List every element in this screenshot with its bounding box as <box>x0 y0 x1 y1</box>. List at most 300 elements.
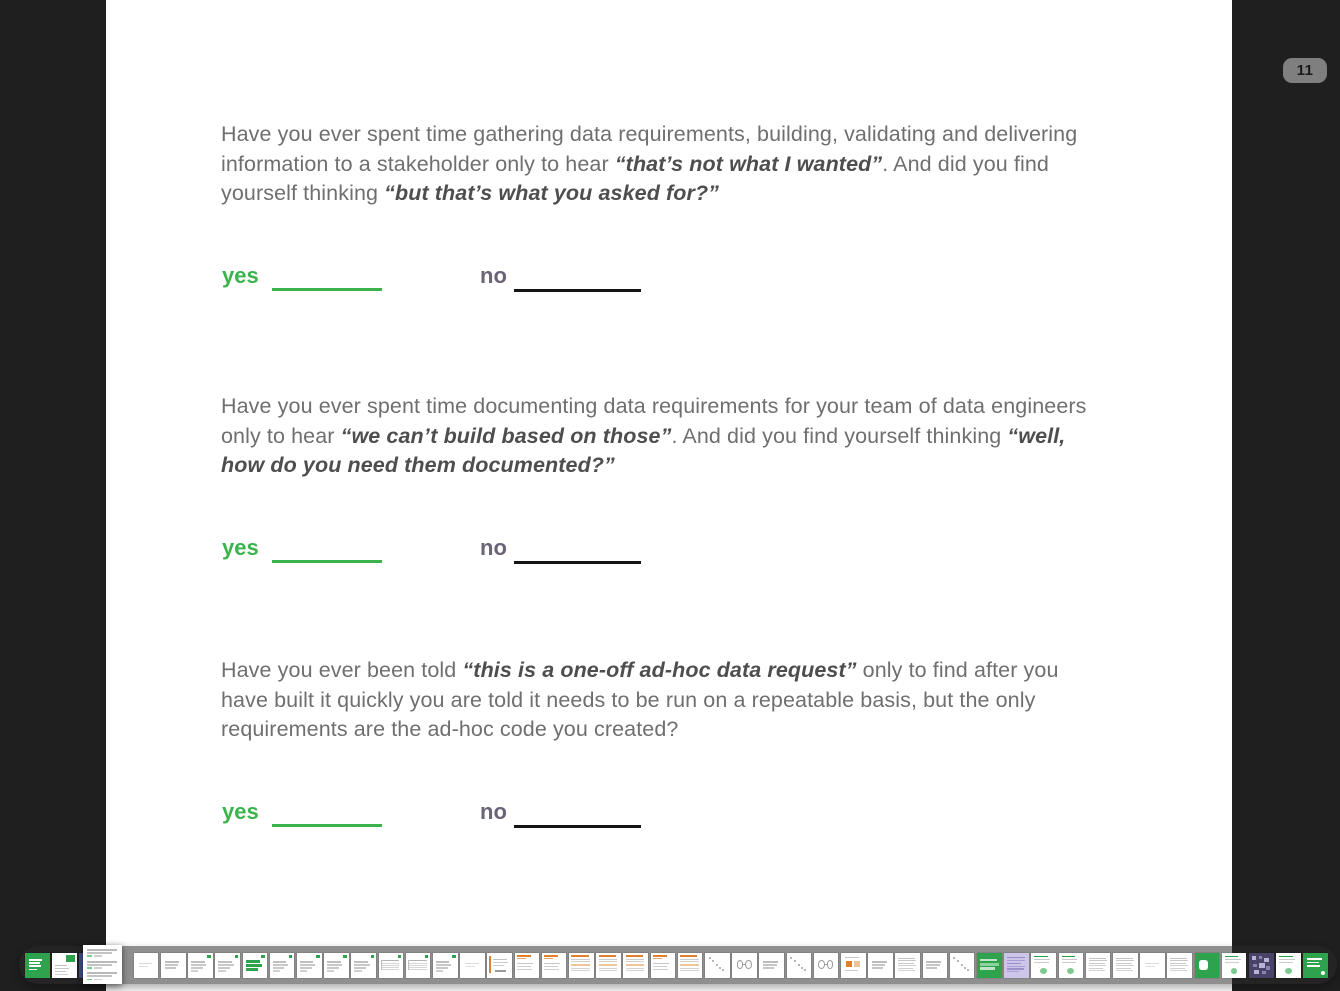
thumbnail-content-mark <box>798 964 800 966</box>
thumbnail-content-mark <box>544 966 557 967</box>
thumbnail-content-mark <box>571 961 589 962</box>
thumbnail-content-mark <box>854 961 860 967</box>
page-thumbnail[interactable] <box>1113 953 1138 978</box>
thumbnail-content-mark <box>1170 958 1187 959</box>
thumbnail-content-mark <box>381 960 399 961</box>
thumbnail-content-mark <box>191 970 198 971</box>
thumbnail-content-mark <box>1007 971 1019 972</box>
thumbnail-content-mark <box>680 970 698 971</box>
thumbnail-content-mark <box>408 960 409 970</box>
yes-blank-line <box>272 824 382 827</box>
question-text-segment: Have you ever been told <box>221 658 463 682</box>
thumbnail-content-mark <box>66 955 75 963</box>
thumbnail-content-mark <box>1034 962 1048 963</box>
thumbnail-content-mark <box>544 958 553 959</box>
page-thumbnail[interactable] <box>623 953 648 978</box>
thumbnail-content-mark <box>1231 968 1238 974</box>
thumbnail-content-mark <box>680 961 698 962</box>
thumbnail-content-mark <box>898 968 913 969</box>
thumbnail-content-mark <box>898 960 916 961</box>
question-text <box>221 656 1109 745</box>
thumbnail-content-mark <box>794 960 796 962</box>
thumbnail-content-mark <box>55 974 68 976</box>
thumbnail-content-mark <box>87 949 117 951</box>
thumbnail-content-mark <box>408 960 426 961</box>
thumbnail-content-mark <box>289 955 292 959</box>
thumbnail-content-mark <box>327 967 339 968</box>
thumbnail-content-mark <box>599 955 616 957</box>
page-thumbnail[interactable] <box>406 953 431 978</box>
thumbnail-content-mark <box>489 956 491 972</box>
thumbnail-content-mark <box>712 960 714 962</box>
thumbnail-content-mark <box>517 958 526 959</box>
thumbnail-content-mark <box>1225 956 1238 958</box>
thumbnail-content-mark <box>246 960 261 963</box>
thumbnail-content-mark <box>493 965 504 966</box>
thumbnail-content-mark <box>544 963 560 964</box>
thumbnail-content-mark <box>599 964 617 966</box>
thumbnail-content-mark <box>94 967 102 969</box>
thumbnail-content-mark <box>1254 970 1259 974</box>
page-thumbnail[interactable] <box>814 953 839 978</box>
thumbnail-content-mark <box>87 975 112 977</box>
page-thumbnail[interactable] <box>1303 953 1328 978</box>
thumbnail-content-mark <box>1007 968 1024 969</box>
page-thumbnail[interactable] <box>1140 953 1165 978</box>
answer-row <box>221 263 841 295</box>
thumbnail-content-mark <box>872 961 887 962</box>
thumbnail-content-mark <box>517 963 533 964</box>
thumbnail-content-mark <box>898 970 915 971</box>
thumbnail-content-mark <box>957 960 959 962</box>
thumbnail-content-mark <box>1116 968 1131 969</box>
thumbnail-content-mark <box>493 962 508 963</box>
thumbnail-content-mark <box>1067 968 1074 974</box>
thumbnail-content-mark <box>1225 959 1241 960</box>
thumbnail-content-mark <box>626 961 644 962</box>
page-thumbnail[interactable] <box>243 953 268 978</box>
thumbnail-content-mark <box>1007 966 1025 967</box>
page-thumbnail[interactable] <box>433 953 458 978</box>
thumbnail-content-mark <box>261 955 265 959</box>
yes-label: yes <box>222 263 259 288</box>
thumbnail-content-mark <box>1279 956 1292 958</box>
thumbnail-content-mark <box>626 955 643 957</box>
page-thumbnail[interactable] <box>324 953 349 978</box>
thumbnail-content-mark <box>898 965 916 966</box>
thumbnail-content-mark <box>1089 960 1107 961</box>
question-text-segment: . And did you find yourself thinking <box>221 151 1049 205</box>
thumbnail-content-mark <box>29 962 40 964</box>
thumbnail-content-mark <box>1170 960 1188 961</box>
thumbnail-content-mark <box>1259 956 1262 959</box>
thumbnail-content-mark <box>300 970 307 971</box>
page-thumbnail[interactable] <box>1195 953 1220 978</box>
page-thumbnail[interactable] <box>596 953 621 978</box>
thumbnail-content-mark <box>653 969 668 970</box>
thumbnail-content-mark <box>571 955 588 957</box>
page-thumbnail[interactable] <box>923 953 948 978</box>
thumbnail-content-mark <box>1307 958 1322 960</box>
thumbnail-content-mark <box>29 969 38 971</box>
page-thumbnail[interactable] <box>215 953 240 978</box>
question-text-segment: . And did you find yourself thinking <box>671 423 1008 448</box>
thumbnail-content-mark <box>436 970 443 971</box>
page-thumbnail[interactable] <box>134 953 159 978</box>
thumbnail-content-mark <box>94 979 102 981</box>
page-thumbnail[interactable] <box>515 953 540 978</box>
page-thumbnail[interactable] <box>868 953 893 978</box>
thumbnail-content-mark <box>29 965 41 967</box>
thumbnail-content-mark <box>273 961 286 962</box>
thumbnail-content-mark <box>626 959 644 960</box>
thumbnail-content-mark <box>218 961 231 962</box>
thumbnail-content-mark <box>29 959 42 961</box>
question-text-segment: Have you ever spent time gathering data requirements, building, validating and delivering information to a stakeholder only to hear <box>221 122 1078 176</box>
page-thumbnail[interactable] <box>678 953 703 978</box>
thumbnail-content-mark <box>961 964 963 966</box>
thumbnail-content-mark <box>1116 963 1132 964</box>
page-number-badge: 11 <box>1283 58 1327 83</box>
page-thumbnail[interactable] <box>1031 953 1056 978</box>
page-thumbnail[interactable] <box>651 953 676 978</box>
page-thumbnail[interactable] <box>297 953 322 978</box>
page-thumbnail[interactable] <box>1167 953 1192 978</box>
thumbnail-content-mark <box>790 957 792 959</box>
page-thumbnail[interactable] <box>1249 953 1274 978</box>
thumbnail-content-mark <box>571 968 589 969</box>
thumbnail-content-mark <box>1253 964 1257 968</box>
yes-label: yes <box>222 799 259 824</box>
thumbnail-content-mark <box>926 964 939 965</box>
thumbnail-content-mark <box>408 965 426 966</box>
thumbnail-content-mark <box>495 970 506 972</box>
thumbnail-content-mark <box>763 961 778 962</box>
thumbnail-content-mark <box>980 959 997 962</box>
page-thumbnail[interactable] <box>787 953 812 978</box>
thumbnail-content-mark <box>273 967 285 968</box>
page-thumbnail[interactable] <box>1059 953 1084 978</box>
page-thumbnail[interactable] <box>270 953 295 978</box>
thumbnail-content-mark <box>1145 963 1158 964</box>
thumbnail-content-mark <box>804 969 806 971</box>
yes-label: yes <box>222 535 259 560</box>
thumbnail-content-mark <box>207 955 210 959</box>
thumbnail-content-mark <box>398 955 401 958</box>
thumbnail-content-mark <box>743 964 746 965</box>
page-thumbnail[interactable] <box>460 953 485 978</box>
thumbnail-content-mark <box>191 967 203 968</box>
thumbnail-content-mark <box>1170 970 1187 971</box>
page-thumbnail[interactable] <box>895 953 920 978</box>
question-text <box>221 120 1109 209</box>
thumbnail-content-mark <box>408 969 426 970</box>
page-thumbnail[interactable] <box>52 953 77 978</box>
thumbnail-content-mark <box>517 966 530 967</box>
thumbnail-content-mark <box>599 959 617 960</box>
thumbnail-content-mark <box>964 967 966 969</box>
page-thumbnail[interactable] <box>950 953 975 978</box>
thumbnail-content-mark <box>845 957 860 958</box>
thumbnail-content-mark <box>680 964 698 966</box>
page-thumbnail[interactable] <box>705 953 730 978</box>
question-text-segment: Have you ever spent time documenting data requirements for your team of data engineers only to hear <box>221 394 1087 448</box>
thumbnail-content-mark <box>316 955 319 959</box>
page-thumbnail[interactable] <box>351 953 376 978</box>
question-block <box>221 120 1141 340</box>
thumbnail-content-mark <box>1321 971 1325 975</box>
page-thumbnail[interactable] <box>379 953 404 978</box>
thumbnail-content-mark <box>436 961 449 962</box>
thumbnail-content-mark <box>371 955 374 959</box>
question-text-emphasis: “we can’t build based on those” <box>340 423 672 448</box>
answer-row <box>221 535 841 567</box>
thumbnail-content-mark <box>680 968 698 969</box>
thumbnail-content-mark <box>872 964 885 965</box>
thumbnail-content-mark <box>381 960 382 970</box>
thumbnail-content-mark <box>436 967 448 968</box>
page-thumbnail[interactable] <box>487 953 512 978</box>
thumbnail-content-mark <box>544 955 557 957</box>
page-thumbnail[interactable] <box>759 953 784 978</box>
thumbnail-content-mark <box>653 963 669 964</box>
thumbnail-content-mark <box>343 955 346 959</box>
thumbnail-content-mark <box>191 961 204 962</box>
question-text-emphasis: “but that’s what you asked for?” <box>384 181 720 205</box>
thumbnail-content-mark <box>1034 956 1047 958</box>
no-label: no <box>480 535 507 560</box>
thumbnail-content-mark <box>1252 956 1256 960</box>
thumbnail-content-mark <box>408 967 426 968</box>
yes-blank-line <box>272 288 382 291</box>
thumbnail-content-mark <box>139 963 152 964</box>
thumbnail-content-mark <box>1279 962 1293 963</box>
thumbnail-content-mark <box>571 959 589 960</box>
thumbnail-content-mark <box>354 961 367 962</box>
thumbnail-content-mark <box>354 970 361 971</box>
thumbnail-content-mark <box>898 963 914 964</box>
thumbnail-content-mark <box>845 970 858 971</box>
thumbnail-content-mark <box>763 964 776 965</box>
page-thumbnail[interactable] <box>25 953 50 978</box>
thumbnail-content-mark <box>599 970 617 971</box>
thumbnail-content-mark <box>517 969 532 970</box>
thumbnail-content-mark <box>55 965 67 967</box>
page-thumbnail[interactable] <box>1086 953 1111 978</box>
thumbnail-content-mark <box>165 961 180 962</box>
thumbnail-content-mark <box>87 955 92 957</box>
thumbnail-content-mark <box>55 971 66 973</box>
thumbnail-content-mark <box>1062 959 1078 960</box>
no-blank-line <box>514 561 641 564</box>
question-text-emphasis: “this is a one-off ad-hoc data request” <box>462 658 857 682</box>
thumbnail-content-mark <box>465 963 478 964</box>
current-page-thumbnail[interactable] <box>83 945 122 984</box>
thumbnail-content-mark <box>300 961 313 962</box>
thumbnail-content-mark <box>1170 968 1185 969</box>
thumbnail-content-mark <box>599 968 617 969</box>
thumbnail-content-mark <box>381 969 399 970</box>
thumbnail-content-mark <box>327 964 342 965</box>
thumbnail-content-mark <box>626 968 644 969</box>
thumbnail-content-mark <box>801 967 803 969</box>
no-blank-line <box>514 825 641 828</box>
thumbnail-content-mark <box>872 967 883 968</box>
thumbnail-content-mark <box>327 970 334 971</box>
thumbnail-content-mark <box>967 969 969 971</box>
thumbnail-content-mark <box>1116 970 1133 971</box>
page-thumbnail[interactable] <box>188 953 213 978</box>
thumbnail-content-mark <box>191 964 206 965</box>
thumbnail-content-mark <box>87 961 117 963</box>
thumbnail-content-mark <box>1170 963 1186 964</box>
thumbnail-content-mark <box>354 967 366 968</box>
question-text-segment: only to find after you have built it quickly you are told it needs to be run on a repeatable basis, but the only requirements are the ad-hoc code you created? <box>221 658 1059 741</box>
thumbnail-content-mark <box>1116 960 1134 961</box>
question-text-emphasis: “well, how do you need them documented?” <box>221 423 1066 477</box>
question-block <box>221 392 1141 612</box>
thumbnail-content-mark <box>273 964 288 965</box>
question-text <box>221 392 1109 481</box>
thumbnail-content-mark <box>1089 970 1106 971</box>
question-text-emphasis: “that’s not what I wanted” <box>614 151 883 176</box>
thumbnail-content-mark <box>87 964 112 966</box>
thumbnail-content-mark <box>327 961 340 962</box>
thumbnail-content-mark <box>1262 971 1265 974</box>
thumbnail-content-mark <box>763 967 774 968</box>
thumbnail-content-mark <box>246 968 259 971</box>
thumbnail-content-mark <box>381 965 399 966</box>
thumbnail-content-mark <box>1279 959 1295 960</box>
thumbnail-content-mark <box>235 955 238 959</box>
thumbnail-content-mark <box>1089 963 1105 964</box>
thumbnail-content-mark <box>165 967 176 968</box>
thumbnail-content-mark <box>653 955 666 957</box>
page-thumbnail[interactable] <box>977 953 1002 978</box>
thumbnail-content-mark <box>1225 962 1239 963</box>
page-thumbnail[interactable] <box>732 953 757 978</box>
thumbnail-content-mark <box>719 967 721 969</box>
thumbnail-content-mark <box>1089 958 1106 959</box>
page-thumbnail[interactable] <box>569 953 594 978</box>
thumbnail-content-mark <box>354 964 369 965</box>
thumbnail-content-mark <box>980 967 995 970</box>
page-thumbnail[interactable] <box>161 953 186 978</box>
thumbnail-content-mark <box>680 955 697 957</box>
page-thumbnail[interactable] <box>542 953 567 978</box>
thumbnail-content-mark <box>722 969 724 971</box>
thumbnail-content-mark <box>1007 960 1025 961</box>
thumbnail-content-mark <box>716 964 718 966</box>
thumbnail-content-mark <box>452 955 455 959</box>
thumbnail-content-mark <box>898 958 915 959</box>
page-thumbnail[interactable] <box>1276 953 1301 978</box>
yes-blank-line <box>272 560 382 563</box>
page-scrubber-bar[interactable] <box>19 946 1337 984</box>
thumbnail-content-mark <box>653 966 666 967</box>
question-block <box>221 656 1141 876</box>
thumbnail-content-mark <box>1116 958 1133 959</box>
thumbnail-content-mark <box>1307 962 1319 964</box>
thumbnail-content-mark <box>825 964 828 965</box>
thumbnail-content-mark <box>1307 965 1320 967</box>
thumbnail-content-mark <box>571 964 589 966</box>
thumbnail-content-mark <box>273 970 280 971</box>
thumbnail-content-mark <box>1264 958 1269 962</box>
thumbnail-content-mark <box>709 957 711 959</box>
thumbnail-content-mark <box>87 967 92 969</box>
thumbnail-content-mark <box>300 964 315 965</box>
thumbnail-content-mark <box>1145 966 1155 967</box>
thumbnail-content-mark <box>1259 963 1264 968</box>
thumbnail-content-mark <box>1034 959 1050 960</box>
thumbnail-content-mark <box>218 970 225 971</box>
thumbnail-content-mark <box>980 963 999 966</box>
document-page <box>106 0 1232 991</box>
thumbnail-content-mark <box>1007 963 1022 964</box>
thumbnail-content-mark <box>926 967 937 968</box>
no-blank-line <box>514 289 641 292</box>
thumbnail-content-mark <box>1040 968 1047 974</box>
thumbnail-content-mark <box>87 979 92 981</box>
thumbnail-content-mark <box>300 967 312 968</box>
thumbnail-content-mark <box>680 959 698 960</box>
thumbnail-content-mark <box>465 966 475 967</box>
thumbnail-content-mark <box>953 957 955 959</box>
thumbnail-content-mark <box>1285 968 1292 974</box>
thumbnail-content-mark <box>1170 965 1188 966</box>
thumbnail-content-mark <box>1062 956 1075 958</box>
thumbnail-content-mark <box>139 966 149 967</box>
thumbnail-content-mark <box>846 961 852 967</box>
no-label: no <box>480 799 507 824</box>
page-thumbnail[interactable] <box>1222 953 1247 978</box>
thumbnail-content-mark <box>1007 957 1025 958</box>
thumbnail-content-mark <box>408 963 426 964</box>
thumbnail-content-mark <box>1089 965 1107 966</box>
thumbnail-content-mark <box>517 955 530 957</box>
thumbnail-content-mark <box>1116 965 1134 966</box>
thumbnail-content-mark <box>1089 968 1104 969</box>
thumbnail-content-mark <box>381 963 399 964</box>
page-thumbnail[interactable] <box>1004 953 1029 978</box>
thumbnail-content-mark <box>165 964 178 965</box>
thumbnail-content-mark <box>599 961 617 962</box>
thumbnail-content-mark <box>1199 960 1208 970</box>
thumbnail-content-mark <box>87 972 117 974</box>
thumbnail-content-mark <box>87 952 112 954</box>
thumbnail-content-mark <box>218 964 233 965</box>
thumbnail-content-mark <box>1266 966 1270 970</box>
thumbnail-content-mark <box>381 967 399 968</box>
thumbnail-content-mark <box>926 961 941 962</box>
thumbnail-content-mark <box>626 970 644 971</box>
thumbnail-content-mark <box>218 967 230 968</box>
thumbnail-content-mark <box>436 964 451 965</box>
thumbnail-content-mark <box>626 964 644 966</box>
thumbnail-content-mark <box>571 970 589 971</box>
page-thumbnail[interactable] <box>841 953 866 978</box>
thumbnail-content-mark <box>55 968 70 970</box>
thumbnail-content-mark <box>425 955 428 958</box>
thumbnail-content-mark <box>544 969 559 970</box>
thumbnail-content-mark <box>1062 962 1076 963</box>
no-label: no <box>480 263 507 288</box>
thumbnail-content-mark <box>493 959 506 960</box>
thumbnail-content-mark <box>94 955 102 957</box>
thumbnail-content-mark <box>653 958 662 959</box>
thumbnail-content-mark <box>246 964 263 967</box>
